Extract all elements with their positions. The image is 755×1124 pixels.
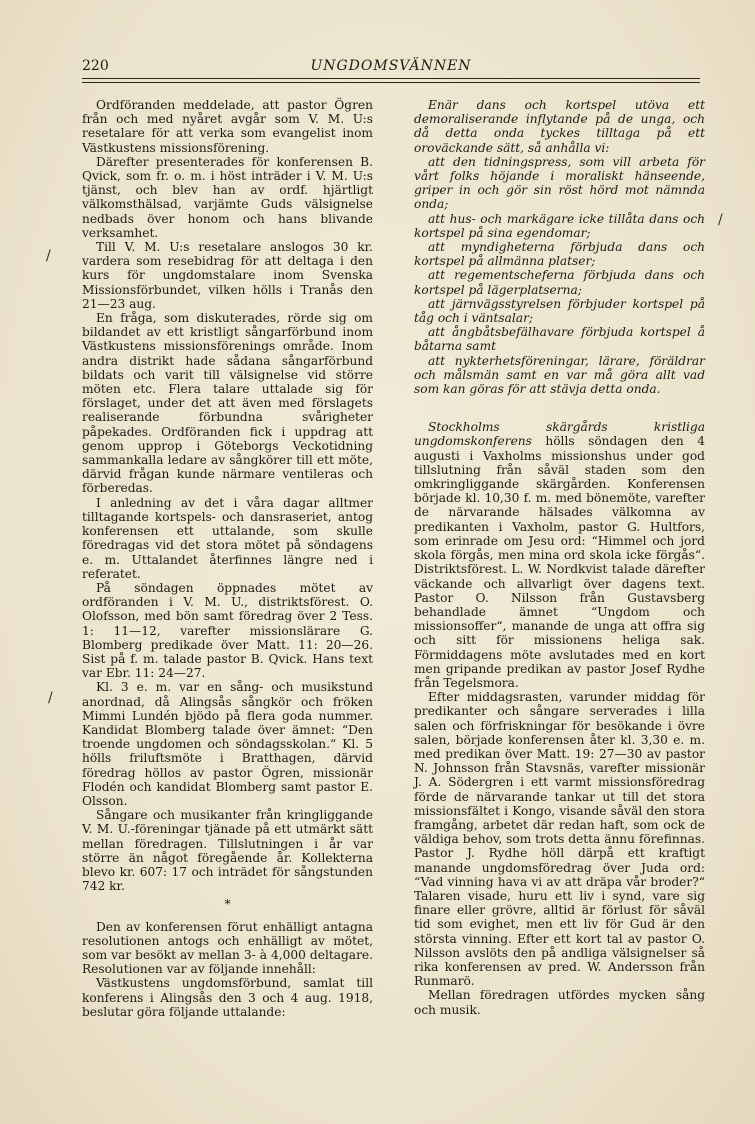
margin-pencil-mark: / bbox=[48, 690, 53, 706]
paragraph: Stockholms skärgårds kristliga ungdomskonferens hölls söndagen den 4 augusti i Vaxholms missionshus under god tillslutning från såväl staden som den omkringliggande skärgården. Konferensen började kl. 10,30 f. m. med bönemöte, varefter de närvarande hälsades välkomna av predikanten i Vaxholm, pastor G. Hultfors, som erinrade om Jesu ord: “Himmel och jord skola förgås, men mina ord skola icke förgås“. Distriktsförest. L. W. Nordkvist talade därefter väckande och allvarligt över dagens text. Pastor O. Nilsson från Gustavsberg behandlade ämnet “Ungdom och missionsoffer“, manande de unga att offra sig och sitt för missionens heliga sak. Förmiddagens möte avslutades med en kort men gripande predikan av pastor Josef Rydhe från Tegelsmora. bbox=[414, 420, 705, 690]
paragraph: Efter middagsrasten, varunder middag för predikanter och sångare serverades i lilla salen och förfriskningar för besökande i övre salen, började konferensen åter kl. 3,30 e. m. med predikan över Matt. 19: 27—30 av pastor N. Johnsson från Stavsnäs, varefter missionär J. A. Södergren i ett varmt missionsföredrag förde de närvarande tankar ut till det stora missionsfältet i Kongo, visande såväl den stora framgång, arbetet där redan haft, som ock de väldiga behov, som trots detta ännu förefinnas. Pastor J. Rydhe höll därpå ett kraftigt manande ungdomsföredrag över Juda ord: “Vad vinning hava vi av att dräpa vår broder?“ Talaren visade, huru ett liv i synd, vare sig finare eller grövre, alltid är förlust för såväl tid som evighet, men ett liv för Gud är den största vinning. Efter ett kort tal av pastor O. Nilsson avslöts den på andliga välsignelser så rika konferensen av pred. W. Andersson från Runmarö. bbox=[414, 690, 705, 989]
paragraph: Mellan föredragen utfördes mycken sång och musik. bbox=[414, 988, 705, 1017]
resolution-clause: att den tidningspress, som vill arbeta för vårt folks höjande i moraliskt hänseende, griper in och gör sin röst hörd mot nämnda onda; bbox=[414, 154, 705, 212]
paragraph: Till V. M. U:s resetalare anslogos 30 kr. vardera som resebidrag för att deltaga i den kurs för ungdomstalare inom Svenska Missionsförbundet, vilken hölls i Tranås den 21—23 aug. bbox=[82, 240, 373, 311]
margin-pencil-mark: / bbox=[718, 212, 723, 228]
running-head: UNGDOMSVÄNNEN bbox=[310, 58, 472, 74]
page-number: 220 bbox=[82, 58, 109, 74]
resolution-clause: att ångbåtsbefälhavare förbjuda kortspel å båtarna samt bbox=[414, 325, 705, 354]
paragraph: Kl. 3 e. m. var en sång- och musikstund anordnad, då Alingsås sångkör och fröken Mimmi Lundén bjödo på flera goda nummer. Kandidat Blomberg talade över ämnet: “Den troende ungdomen och söndagsskolan.“ Kl. 5 hölls friluftsmöte i Bratthagen, därvid föredrag höllos av pastor Ögren, missionär Flodén och kandidat Blomberg samt pastor E. Olsson. bbox=[82, 680, 373, 808]
paragraph: I anledning av det i våra dagar alltmer tilltagande kortspels- och dansraseriet, antog konferensen ett uttalande, som skulle föredragas vid det stora mötet på söndagens e. m. Uttalandet återfinnes längre ned i referatet. bbox=[82, 495, 373, 581]
spacer bbox=[414, 396, 705, 408]
spacer bbox=[414, 408, 705, 420]
paragraph: Därefter presenterades för konferensen B. Qvick, som fr. o. m. i höst inträder i V. M. U:s tjänst, och blev han av ordf. hjärtligt välkomsthälsad, varjämte Guds välsignelse nedbads över honom och hans blivande verksamhet. bbox=[82, 154, 373, 240]
paragraph: Den av konferensen förut enhälligt antagna resolutionen antogs och enhälligt av mötet, som var besökt av mellan 3- à 4,000 deltagare. Resolutionen var av följande innehåll: bbox=[82, 919, 373, 977]
stockholm-report bbox=[414, 420, 705, 1017]
header-rule-thick bbox=[82, 78, 700, 79]
paragraph: Ordföranden meddelade, att pastor Ögren från och med nyåret avgår som V. M. U:s resetalare för att verka som evangelist inom Västkustens missionsförening. bbox=[82, 98, 373, 155]
section-separator: * bbox=[224, 897, 231, 912]
page-header bbox=[82, 56, 700, 76]
resolution-clause: att myndigheterna förbjuda dans och kortspel på allmänna platser; bbox=[414, 240, 705, 269]
header-rule-thin bbox=[82, 82, 700, 83]
report-title-phrase: Stockholms skärgårds kristliga ungdomskonferens bbox=[414, 420, 705, 449]
paragraph: På söndagen öppnades mötet av ordföranden i V. M. U., distriktsförest. O. Olofsson, med bön samt föredrag över 2 Tess. 1: 11—12, varefter missionslärare G. Blomberg predikade över Matt. 11: 20—26. Sist på f. m. talade pastor B. Qvick. Hans text var Ebr. 11: 24—27. bbox=[82, 580, 373, 681]
paragraph: Sångare och musikanter från kringliggande V. M. U.-föreningar tjänade på ett utmärkt sätt mellan föredragen. Tillslutningen i år var större än något föregående år. Kollekterna blevo kr. 607: 17 och inträdet för sångstunden 742 kr. bbox=[82, 808, 373, 894]
resolution-clause: att nykterhetsföreningar, lärare, föräldrar och målsmän samt en var må göra allt vad som kan göras för att stävja detta onda. bbox=[414, 353, 705, 397]
resolution-preamble: Enär dans och kortspel utöva ett demoraliserande inflytande på de unga, och då detta onda tyckes tilltaga på ett oroväckande sätt, så anhålla vi: bbox=[414, 98, 705, 155]
resolution-clause: att hus- och markägare icke tillåta dans och kortspel på sina egendomar; bbox=[414, 211, 705, 240]
resolution-block bbox=[414, 98, 705, 396]
paragraph: En fråga, som diskuterades, rörde sig om bildandet av ett kristligt sångarförbund inom Västkustens missionsförenings område. Inom andra distrikt hade sådana sångarförbund bildats och varit till välsignelse vid större möten etc. Flera talare uttalade sig för förslaget, under det att även med förslagets realiserande förbundna svårigheter påpekades. Ordföranden fick i uppdrag att genom upprop i Göteborgs Veckotidning sammankalla ledare av sångkörer till ett möte, därvid frågan kunde närmare ventileras och förberedas. bbox=[82, 311, 373, 496]
left-column bbox=[82, 98, 373, 1019]
right-column bbox=[414, 98, 705, 1017]
resolution-clause: att järnvägsstyrelsen förbjuder kortspel på tåg och i väntsalar; bbox=[414, 296, 705, 326]
paragraph: Västkustens ungdomsförbund, samlat till konferens i Alingsås den 3 och 4 aug. 1918, beslutar göra följande uttalande: bbox=[82, 976, 373, 1019]
resolution-clause: att regementscheferna förbjuda dans och kortspel på lägerplatserna; bbox=[414, 268, 705, 297]
margin-pencil-mark: / bbox=[46, 248, 51, 264]
